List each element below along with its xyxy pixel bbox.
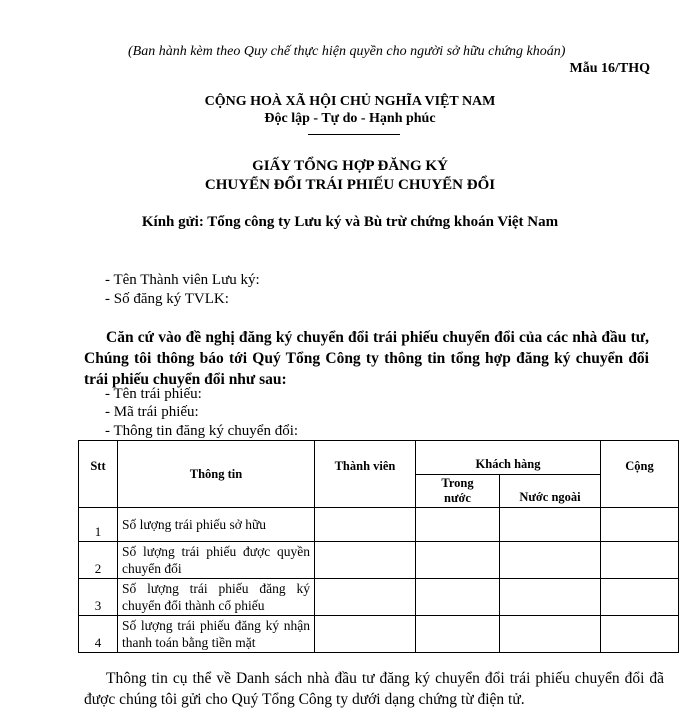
title-line-1: GIẤY TỔNG HỢP ĐĂNG KÝ [252, 158, 448, 174]
row-description: Số lượng trái phiếu được quyền chuyển đổi [118, 542, 315, 579]
closing-paragraph: Thông tin cụ thể về Danh sách nhà đầu tư đăng ký chuyển đổi trái phiếu chuyển đổi đã được chúng tôi gửi cho Quý Tổng Công ty dưới dạng chứng từ điện tử. [84, 670, 664, 708]
header-member: Thành viên [315, 441, 416, 508]
row-foreign-cell[interactable] [500, 508, 601, 542]
header-total: Cộng [601, 441, 679, 508]
row-stt: 4 [79, 616, 118, 653]
recipient: Kính gửi: Tổng công ty Lưu ký và Bù trừ chứng khoán Việt Nam [141, 214, 559, 230]
table-row [79, 508, 679, 542]
row-stt: 2 [79, 542, 118, 579]
row-description: Số lượng trái phiếu sở hữu [118, 508, 315, 542]
row-total-cell[interactable] [601, 508, 679, 542]
table-row [79, 542, 679, 579]
row-member-cell[interactable] [315, 616, 416, 653]
row-total-cell[interactable] [601, 579, 679, 616]
issued-note: (Ban hành kèm theo Quy chế thực hiện quyền cho người sở hữu chứng khoán) [128, 44, 566, 59]
header-stt: Stt [79, 441, 118, 508]
row-member-cell[interactable] [315, 508, 416, 542]
row-foreign-cell[interactable] [500, 542, 601, 579]
row-description: Số lượng trái phiếu đăng ký chuyển đổi thành cổ phiếu [118, 579, 315, 616]
registration-number-label: - Số đăng ký TVLK: [105, 291, 229, 307]
nation-heading: CỘNG HOÀ XÃ HỘI CHỦ NGHĨA VIỆT NAM [204, 94, 496, 109]
row-foreign-cell[interactable] [500, 616, 601, 653]
row-domestic-cell[interactable] [416, 616, 500, 653]
table-row [79, 616, 679, 653]
row-domestic-cell[interactable] [416, 579, 500, 616]
header-domestic: Trong nước [416, 475, 500, 508]
row-foreign-cell[interactable] [500, 579, 601, 616]
conversion-table [78, 440, 679, 653]
motto-underline [308, 134, 400, 135]
bond-name-label: - Tên trái phiếu: [105, 386, 202, 402]
row-description: Số lượng trái phiếu đăng ký nhận thanh toán bằng tiền mặt [118, 616, 315, 653]
intro-paragraph: Căn cứ vào đề nghị đăng ký chuyển đổi trái phiếu chuyển đổi của các nhà đầu tư, Chúng tôi thông báo tới Quý Tổng Công ty thông tin tổng hợp đăng ký chuyển đổi trái phiếu chuyển đổi như sau: [84, 329, 649, 388]
header-foreign: Nước ngoài [500, 475, 601, 508]
header-customer: Khách hàng [416, 441, 601, 475]
row-total-cell[interactable] [601, 616, 679, 653]
row-member-cell[interactable] [315, 542, 416, 579]
row-domestic-cell[interactable] [416, 542, 500, 579]
row-stt: 1 [79, 508, 118, 542]
row-domestic-cell[interactable] [416, 508, 500, 542]
form-number: Mẫu 16/THQ [569, 61, 650, 76]
row-stt: 3 [79, 579, 118, 616]
bond-code-label: - Mã trái phiếu: [105, 404, 199, 420]
row-total-cell[interactable] [601, 542, 679, 579]
table-row [79, 579, 679, 616]
title-line-2: CHUYỂN ĐỔI TRÁI PHIẾU CHUYỂN ĐỔI [204, 177, 496, 193]
header-info: Thông tin [118, 441, 315, 508]
member-name-label: - Tên Thành viên Lưu ký: [105, 272, 260, 288]
row-member-cell[interactable] [315, 579, 416, 616]
motto: Độc lập - Tự do - Hạnh phúc [264, 111, 436, 126]
conversion-info-label: - Thông tin đăng ký chuyển đổi: [105, 423, 299, 439]
